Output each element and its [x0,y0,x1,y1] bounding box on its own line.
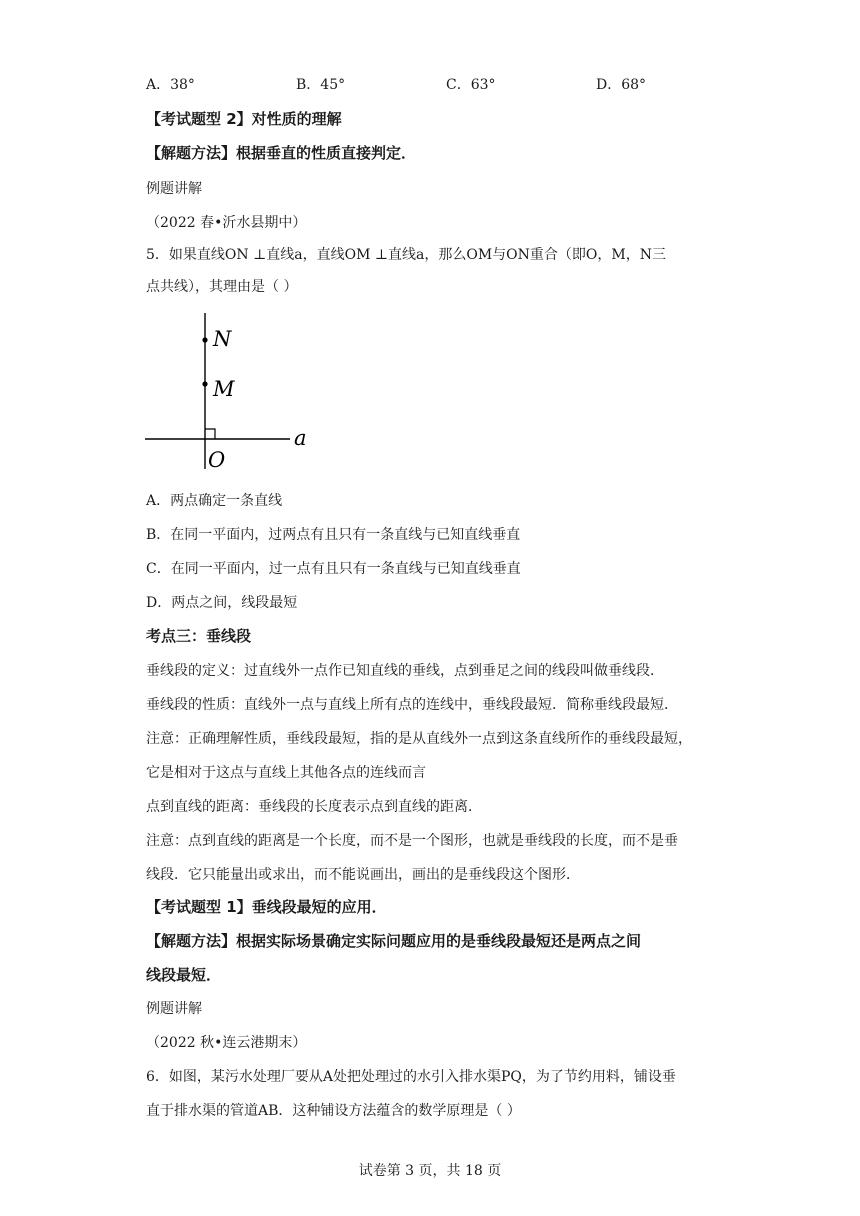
point-M [202,381,207,386]
section-heading-2: 【考试题型 1】垂线段最短的应用． [146,898,387,916]
section-heading: 【考试题型 2】对性质的理解 [146,110,342,128]
property-text: 垂线段的性质：直线外一点与直线上所有点的连线中，垂线段最短．简称垂线段最短． [146,697,678,713]
q5-option-d: D．两点之间，线段最短 [146,595,298,611]
label-O: O [208,448,226,472]
q4-option-d: D．68° [596,77,647,93]
q4-option-b: B．45° [296,77,346,93]
question-source: （2022 春•沂水县期中） [146,215,307,231]
note-1-line-2: 它是相对于这点与直线上其他各点的连线而言 [146,765,426,781]
note-1-line-1: 注意：正确理解性质，垂线段最短，指的是从直线外一点到这条直线所作的垂线段最短， [146,731,692,747]
method-heading-2-line-1: 【解题方法】根据实际场景确定实际问题应用的是垂线段最短还是两点之间 [146,932,642,950]
right-angle-mark [205,429,215,439]
label-N: N [213,327,232,351]
label-M: M [213,377,235,401]
page-footer: 试卷第 3 页，共 18 页 [358,1163,502,1179]
method-heading-2-line-2: 线段最短． [146,966,222,984]
question-source-2: （2022 秋•连云港期末） [146,1035,307,1051]
example-label: 例题讲解 [146,181,202,197]
q5-option-a: A．两点确定一条直线 [146,493,283,509]
q4-options [146,74,706,92]
label-a: a [294,426,307,450]
method-heading: 【解题方法】根据垂直的性质直接判定． [146,144,417,162]
topic-heading: 考点三：垂线段 [146,627,252,645]
q5-option-b: B．在同一平面内，过两点有且只有一条直线与已知直线垂直 [146,527,521,543]
distance-text: 点到直线的距离：垂线段的长度表示点到直线的距离． [146,799,482,815]
point-N [202,337,207,342]
q4-option-c: C．63° [446,77,496,93]
question-5-line-1: 5．如果直线ON ⊥直线a，直线OM ⊥直线a，那么OM与ON重合（即O，M，N三 [146,247,666,263]
q4-option-a: A．38° [146,77,195,93]
example-label-2: 例题讲解 [146,1001,202,1017]
note-2-line-1: 注意：点到直线的距离是一个长度，而不是一个图形，也就是垂线段的长度，而不是垂 [146,833,678,849]
perpendicular-figure [140,305,330,475]
q5-option-c: C．在同一平面内，过一点有且只有一条直线与已知直线垂直 [146,561,521,577]
question-6-line-1: 6．如图，某污水处理厂要从A处把处理过的水引入排水渠PQ，为了节约用料，铺设垂 [146,1069,676,1085]
question-5-line-2: 点共线），其理由是（ ） [146,279,298,295]
note-2-line-2: 线段．它只能量出或求出，而不能说画出，画出的是垂线段这个图形． [146,867,580,883]
question-6-line-2: 直于排水渠的管道AB．这种铺设方法蕴含的数学原理是（ ） [146,1103,521,1119]
definition-text: 垂线段的定义：过直线外一点作已知直线的垂线，点到垂足之间的线段叫做垂线段． [146,663,664,679]
